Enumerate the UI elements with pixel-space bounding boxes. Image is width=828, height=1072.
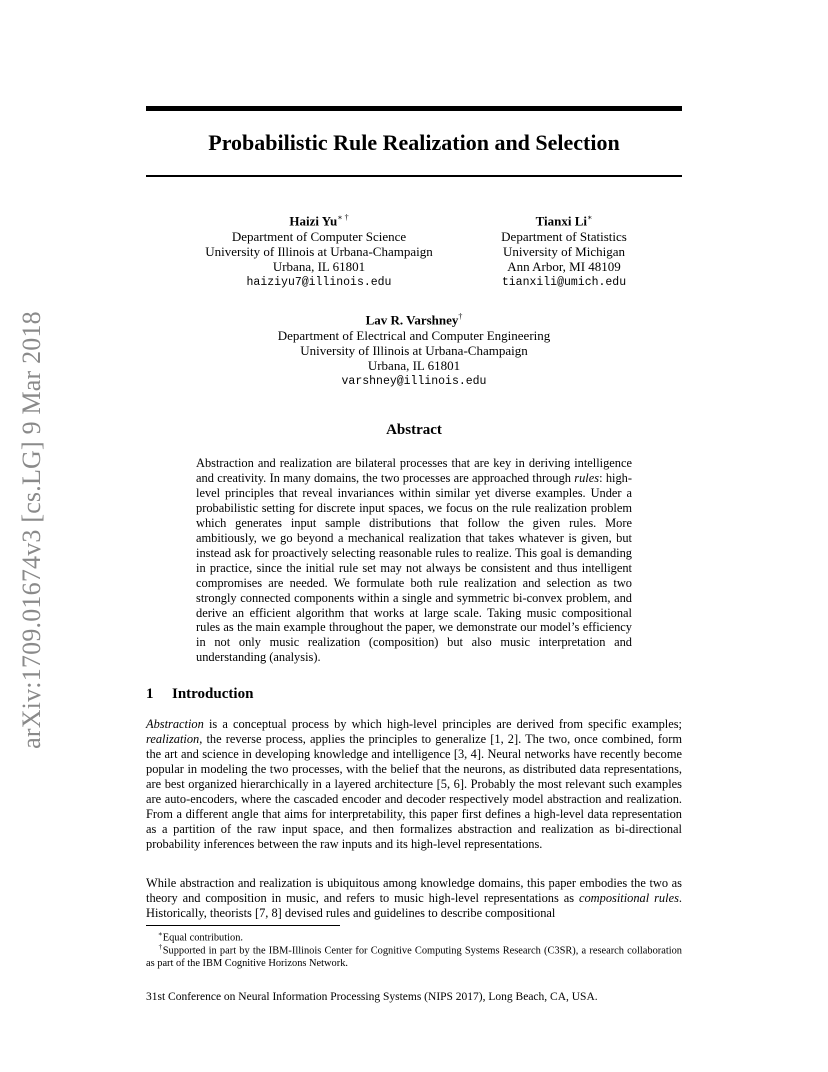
author-name: Lav R. Varshney	[365, 312, 459, 328]
author-marks: †	[458, 312, 463, 321]
footnote-mark: †	[158, 943, 163, 951]
section-heading	[146, 686, 253, 703]
arxiv-identifier: arXiv:1709.01674v3 [cs.LG] 9 Mar 2018	[17, 311, 46, 749]
intro-paragraph: Abstraction is a conceptual process by which high-level principles are derived from specific examples; realization, the reverse process, applies the principles to generalize [1, 2]. The two, once combined, form the art and science in developing knowledge and intelligence [3, 4]. Neural networks have recently become popular in modeling the two processes, with the belief that the neurons, as distributed data representations, are best organized hierarchically in a layered architecture [5, 6]. Probably the most relevant such examples are auto-encoders, where the cascaded encoder and decoder respectively model abstraction and realization. From a different angle that aims for interpretability, this paper first defines a high-level data representation as a partition of the raw input space, and then formalizes abstraction and realization as bi-directional probability inferences between the raw inputs and its high-level representations.	[146, 717, 682, 851]
author-email: haiziyu7@illinois.edu	[246, 275, 392, 289]
title-rule-top	[146, 106, 682, 111]
author-department: Department of Electrical and Computer Engineering	[277, 327, 551, 343]
author-department: Department of Computer Science	[231, 228, 407, 244]
author-block	[256, 309, 572, 389]
author-department: Department of Statistics	[501, 228, 627, 244]
author-institution: University of Michigan	[502, 243, 626, 259]
author-institution: University of Illinois at Urbana-Champaign	[300, 342, 528, 358]
author-institution: University of Illinois at Urbana-Champaign	[205, 243, 433, 259]
footnote-mark: ∗	[158, 930, 163, 938]
footnote: †Supported in part by the IBM-Illinois Center for Cognitive Computing Systems Research (C3SR), a research collaboration as part of the IBM Cognitive Horizons Network.	[146, 943, 683, 970]
author-address: Urbana, IL 61801	[367, 358, 461, 374]
abstract-heading: Abstract	[386, 422, 442, 438]
author-block	[196, 210, 442, 290]
footnote-rule	[146, 925, 340, 926]
section-number: 1	[146, 686, 154, 702]
section-title: Introduction	[172, 686, 254, 702]
abstract-rules-term: rules	[574, 470, 600, 485]
author-email: varshney@illinois.edu	[341, 374, 487, 388]
conference-venue: 31st Conference on Neural Information Processing Systems (NIPS 2017), Long Beach, CA, USA.	[146, 991, 598, 1003]
arxiv-side-stamp	[14, 290, 50, 770]
author-name: Tianxi Li	[535, 213, 587, 229]
author-address: Urbana, IL 61801	[272, 259, 366, 275]
author-name: Haizi Yu	[289, 213, 338, 229]
footnote: ∗Equal contribution.	[158, 930, 243, 944]
author-marks: ∗	[587, 213, 593, 222]
intro-paragraph: While abstraction and realization is ubiquitous among knowledge domains, this paper embodies the two as theory and composition in music, and refers to music high-level representations as compositional rules. Historically, theorists [7, 8] devised rules and guidelines to describe compositional	[146, 876, 682, 920]
paper-title: Probabilistic Rule Realization and Selection	[208, 130, 620, 155]
author-email: tianxili@umich.edu	[501, 275, 627, 289]
author-block	[486, 210, 642, 290]
title-rule-bottom	[146, 175, 682, 177]
abstract-text: Abstraction and realization are bilateral processes that are key in deriving intelligence and creativity. In many domains, the two processes are approached through rules: high-level principles that reveal invariances within similar yet diverse examples. Under a probabilistic setting for discrete input spaces, we focus on the rule realization problem which generates input sample distributions that follow the given rules. More ambitiously, we go beyond a mechanical realization that takes whatever is given, but instead ask for proactively selecting reasonable rules to realize. This goal is demanding in practice, since the initial rule set may not always be consistent and thus intelligent compromises are needed. We formulate both rule realization and selection as two strongly connected components within a single and symmetric bi-convex problem, and derive an efficient algorithm that works at large scale. Taking music compositional rules as the main example throughout the paper, we demonstrate our model’s efficiency in not only music realization (composition) but also music interpretation and understanding (analysis).	[196, 456, 632, 665]
author-marks: ∗ †	[337, 213, 349, 222]
author-address: Ann Arbor, MI 48109	[507, 259, 621, 275]
